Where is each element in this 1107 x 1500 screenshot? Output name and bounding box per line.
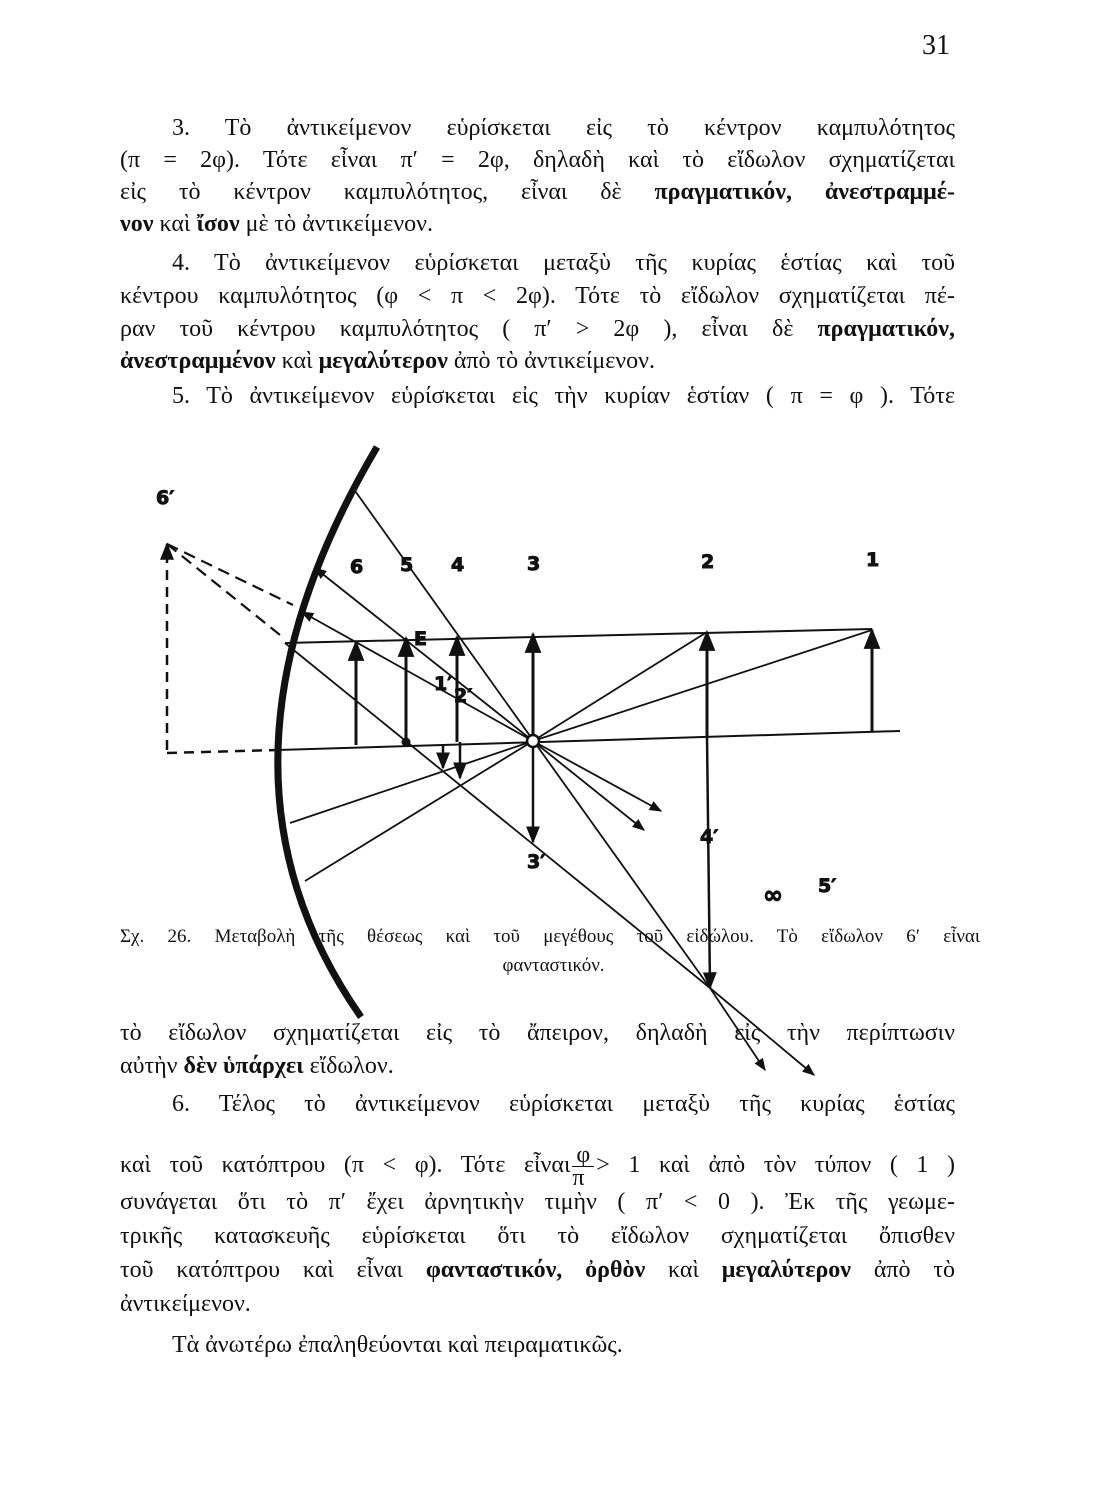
text-line: εἰς τὸ κέντρον καμπυλότητος, εἶναι δὲ πραγματικόν, ἀνεστραμμέ- xyxy=(120,179,956,205)
label-object-1: 1 xyxy=(866,549,880,571)
focus-point xyxy=(402,738,410,746)
virtual-rays xyxy=(167,544,293,639)
text-line: αὐτὴν δὲν ὑπάρχει εἴδωλον. xyxy=(120,1053,394,1079)
label-image-1: 1′ xyxy=(434,673,453,695)
text-line: 4. Τὸ ἀντικείμενον εὑρίσκεται μεταξὺ τῆς κυρίας ἑστίας καὶ τοῦ xyxy=(172,250,955,276)
text-line: 3. Τὸ ἀντικείμενον εὑρίσκεται εἰς τὸ κέντρον καμπυλότητος xyxy=(172,115,955,141)
label-image-3: 3′ xyxy=(527,851,546,873)
text-line: Τὰ ἀνωτέρω ἐπαληθεύονται καὶ πειραματικῶς. xyxy=(172,1332,623,1358)
text-line: 5. Τὸ ἀντικείμενον εὑρίσκεται εἰς τὴν κυρίαν ἑστίαν ( π = φ ). Τότε xyxy=(172,383,955,409)
text-line: τρικῆς κατασκευῆς εὑρίσκεται ὅτι τὸ εἴδωλον σχηματίζεται ὄπισθεν xyxy=(120,1223,955,1249)
object-top-line xyxy=(285,629,872,643)
text-line: ἀνεστραμμένον καὶ μεγαλύτερον ἀπὸ τὸ ἀντικείμενον. xyxy=(120,348,655,374)
label-object-6: 6 xyxy=(350,556,364,578)
label-image-2: 2′ xyxy=(454,685,473,707)
figure-caption: Σχ. 26. Μεταβολὴ τῆς θέσεως καὶ τοῦ μεγέθους τοῦ εἰδώλου. Τὸ εἴδωλον 6′ εἶναι xyxy=(120,926,980,947)
label-infinity: ∞ xyxy=(763,881,783,909)
principal-axis xyxy=(278,731,900,750)
text-line: τὸ εἴδωλον σχηματίζεται εἰς τὸ ἄπειρον, δηλαδὴ εἰς τὴν περίπτωσιν xyxy=(120,1020,955,1046)
fraction-phi-over-pi: $\frac{\varphi}{\pi}$ xyxy=(572,1144,594,1189)
center-of-curvature-marker xyxy=(527,735,539,747)
label-object-2: 2 xyxy=(701,551,715,573)
text-line: 6. Τέλος τὸ ἀντικείμενον εὑρίσκεται μεταξὺ τῆς κυρίας ἑστίας xyxy=(172,1091,955,1117)
dashed-axis-extension xyxy=(167,750,278,753)
text-line: κέντρου καμπυλότητος (φ < π < 2φ). Τότε τὸ εἴδωλον σχηματίζεται πέ- xyxy=(120,283,955,309)
label-object-3: 3 xyxy=(527,553,541,575)
text-line: ραν τοῦ κέντρου καμπυλότητος ( π′ > 2φ ), εἶναι δὲ πραγματικόν, xyxy=(120,316,955,342)
text-line: καὶ τοῦ κατόπτρου (π < φ). Τότε εἶναι $\frac{\varphi}{\pi}$ > 1 καὶ ἀπὸ τὸν τύπον ( 1 ) xyxy=(120,1141,955,1191)
label-object-4: 4 xyxy=(451,554,465,576)
text-line: (π = 2φ). Τότε εἶναι π′ = 2φ, δηλαδὴ καὶ τὸ εἴδωλον σχηματίζεται xyxy=(120,147,955,173)
page-number: 31 xyxy=(922,30,950,61)
label-image-6: 6′ xyxy=(156,487,175,509)
text-line: ἀντικείμενον. xyxy=(120,1291,251,1317)
label-image-5: 5′ xyxy=(818,875,837,897)
text-line: τοῦ κατόπτρου καὶ εἶναι φανταστικόν, ὀρθὸν καὶ μεγαλύτερον ἀπὸ τὸ xyxy=(120,1257,955,1283)
rays xyxy=(285,488,872,1075)
label-image-4: 4′ xyxy=(700,826,719,848)
label-object-5: 5 xyxy=(400,554,414,576)
text-line: νον καὶ ἴσον μὲ τὸ ἀντικείμενον. xyxy=(120,211,433,237)
figure-caption-cont: φανταστικόν. xyxy=(502,955,605,976)
text-line: συνάγεται ὅτι τὸ π′ ἔχει ἀρνητικὴν τιμὴν ( π′ < 0 ). Ἐκ τῆς γεωμε- xyxy=(120,1189,955,1215)
label-focus: E xyxy=(414,628,427,650)
